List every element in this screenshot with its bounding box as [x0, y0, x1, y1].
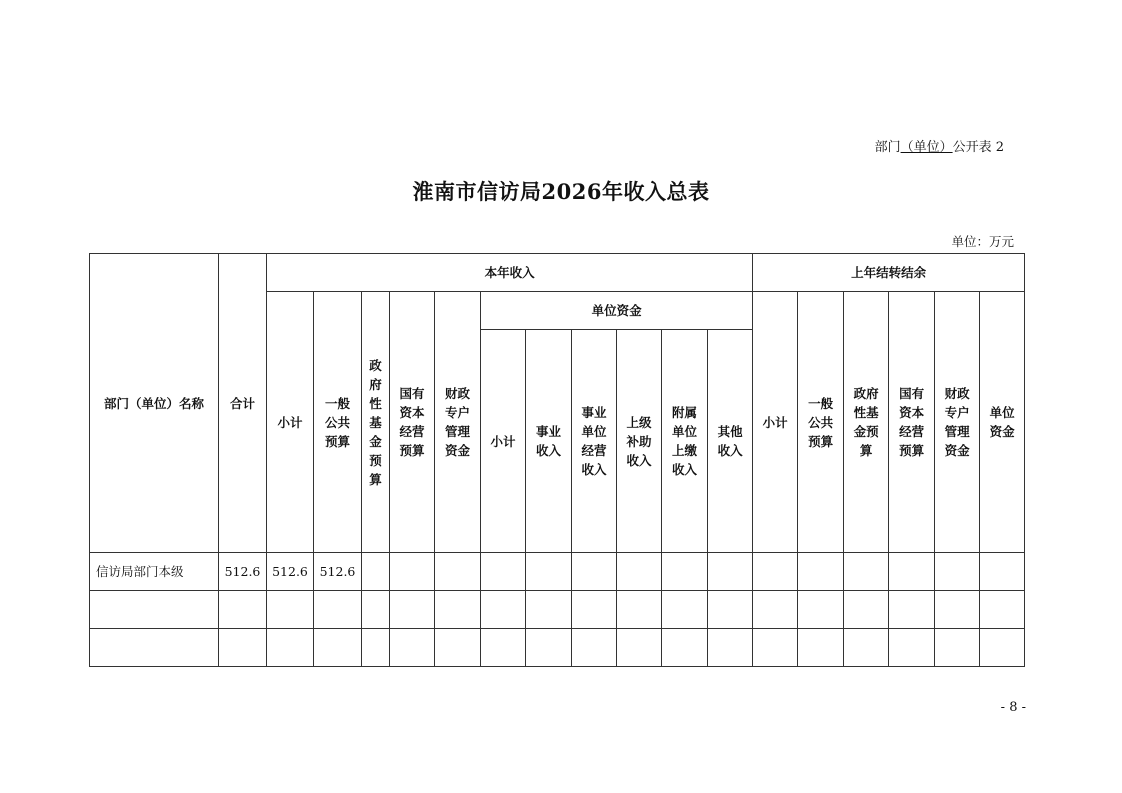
row-total: 512.6: [219, 553, 267, 591]
header-prev-state-capital: 国有 资本 经营 预算: [889, 292, 935, 553]
header-unit-operating: 事业 单位 经营 收入: [572, 330, 617, 553]
empty-cell: [390, 553, 435, 591]
header-cur-subtotal: 小计: [267, 292, 314, 553]
empty-cell: [481, 629, 526, 667]
empty-cell: [481, 553, 526, 591]
empty-cell: [362, 591, 390, 629]
header-unit-other: 其他 收入: [708, 330, 753, 553]
header-unit-funds: 单位资金: [481, 292, 753, 330]
page-title: 淮南市信访局2026年收入总表: [412, 179, 710, 204]
empty-cell: [753, 591, 798, 629]
table-number-note: [875, 136, 1004, 155]
empty-cell: [708, 553, 753, 591]
empty-cell: [935, 553, 980, 591]
header-previous-carryover: 上年结转结余: [753, 254, 1025, 292]
empty-cell: [708, 629, 753, 667]
row-subtotal: 512.6: [267, 553, 314, 591]
header-unit-subtotal: 小计: [481, 330, 526, 553]
empty-cell: [798, 629, 844, 667]
note-suffix: 公开表 2: [952, 140, 1004, 155]
header-prev-general-budget: 一般 公共 预算: [798, 292, 844, 553]
row-general-budget: 512.6: [314, 553, 362, 591]
empty-cell: [390, 629, 435, 667]
empty-cell: [219, 591, 267, 629]
empty-cell: [844, 629, 889, 667]
empty-cell: [526, 591, 572, 629]
empty-cell: [708, 591, 753, 629]
empty-cell: [572, 591, 617, 629]
empty-cell: [980, 591, 1025, 629]
table-row: [90, 591, 1025, 629]
empty-cell: [362, 553, 390, 591]
unit-label: 单位：万元: [951, 234, 1014, 249]
empty-cell: [662, 591, 708, 629]
empty-cell: [798, 553, 844, 591]
note-underlined: （单位）: [900, 140, 953, 155]
empty-cell: [526, 629, 572, 667]
table-row: [90, 553, 1025, 591]
header-cur-state-capital: 国有 资本 经营 预算: [390, 292, 435, 553]
empty-cell: [219, 629, 267, 667]
empty-cell: [617, 591, 662, 629]
empty-cell: [314, 629, 362, 667]
empty-cell: [267, 629, 314, 667]
header-cur-fiscal-special: 财政 专户 管理 资金: [435, 292, 481, 553]
empty-cell: [935, 629, 980, 667]
header-current-year-income: 本年收入: [267, 254, 753, 292]
header-prev-fiscal-special: 财政 专户 管理 资金: [935, 292, 980, 553]
header-total: 合计: [219, 254, 267, 553]
empty-cell: [90, 591, 219, 629]
empty-cell: [844, 553, 889, 591]
empty-cell: [481, 591, 526, 629]
empty-cell: [980, 553, 1025, 591]
header-cur-gov-fund: 政 府 性 基 金 预 算: [362, 292, 390, 553]
header-prev-unit-funds: 单位 资金: [980, 292, 1025, 553]
empty-cell: [90, 629, 219, 667]
empty-cell: [753, 629, 798, 667]
empty-cell: [572, 629, 617, 667]
income-summary-table: [89, 253, 1025, 667]
empty-cell: [798, 591, 844, 629]
page-number: - 8 -: [1000, 700, 1026, 715]
header-dept-name: 部门（单位）名称: [90, 254, 219, 553]
empty-cell: [889, 629, 935, 667]
empty-cell: [753, 553, 798, 591]
empty-cell: [572, 553, 617, 591]
row-dept-name: 信访局部门本级: [90, 553, 219, 591]
header-prev-subtotal: 小计: [753, 292, 798, 553]
empty-cell: [435, 629, 481, 667]
empty-cell: [435, 553, 481, 591]
empty-cell: [617, 553, 662, 591]
header-unit-superior: 上级 补助 收入: [617, 330, 662, 553]
empty-cell: [935, 591, 980, 629]
empty-cell: [267, 591, 314, 629]
note-prefix: 部门: [874, 140, 901, 155]
header-unit-business: 事业 收入: [526, 330, 572, 553]
empty-cell: [435, 591, 481, 629]
empty-cell: [314, 591, 362, 629]
empty-cell: [526, 553, 572, 591]
empty-cell: [362, 629, 390, 667]
header-cur-general-budget: 一般 公共 预算: [314, 292, 362, 553]
empty-cell: [617, 629, 662, 667]
empty-cell: [889, 591, 935, 629]
empty-cell: [889, 553, 935, 591]
header-unit-affiliated: 附属 单位 上缴 收入: [662, 330, 708, 553]
empty-cell: [844, 591, 889, 629]
header-prev-gov-fund: 政府 性基 金预 算: [844, 292, 889, 553]
table-row: [90, 629, 1025, 667]
empty-cell: [662, 553, 708, 591]
empty-cell: [662, 629, 708, 667]
empty-cell: [980, 629, 1025, 667]
empty-cell: [390, 591, 435, 629]
